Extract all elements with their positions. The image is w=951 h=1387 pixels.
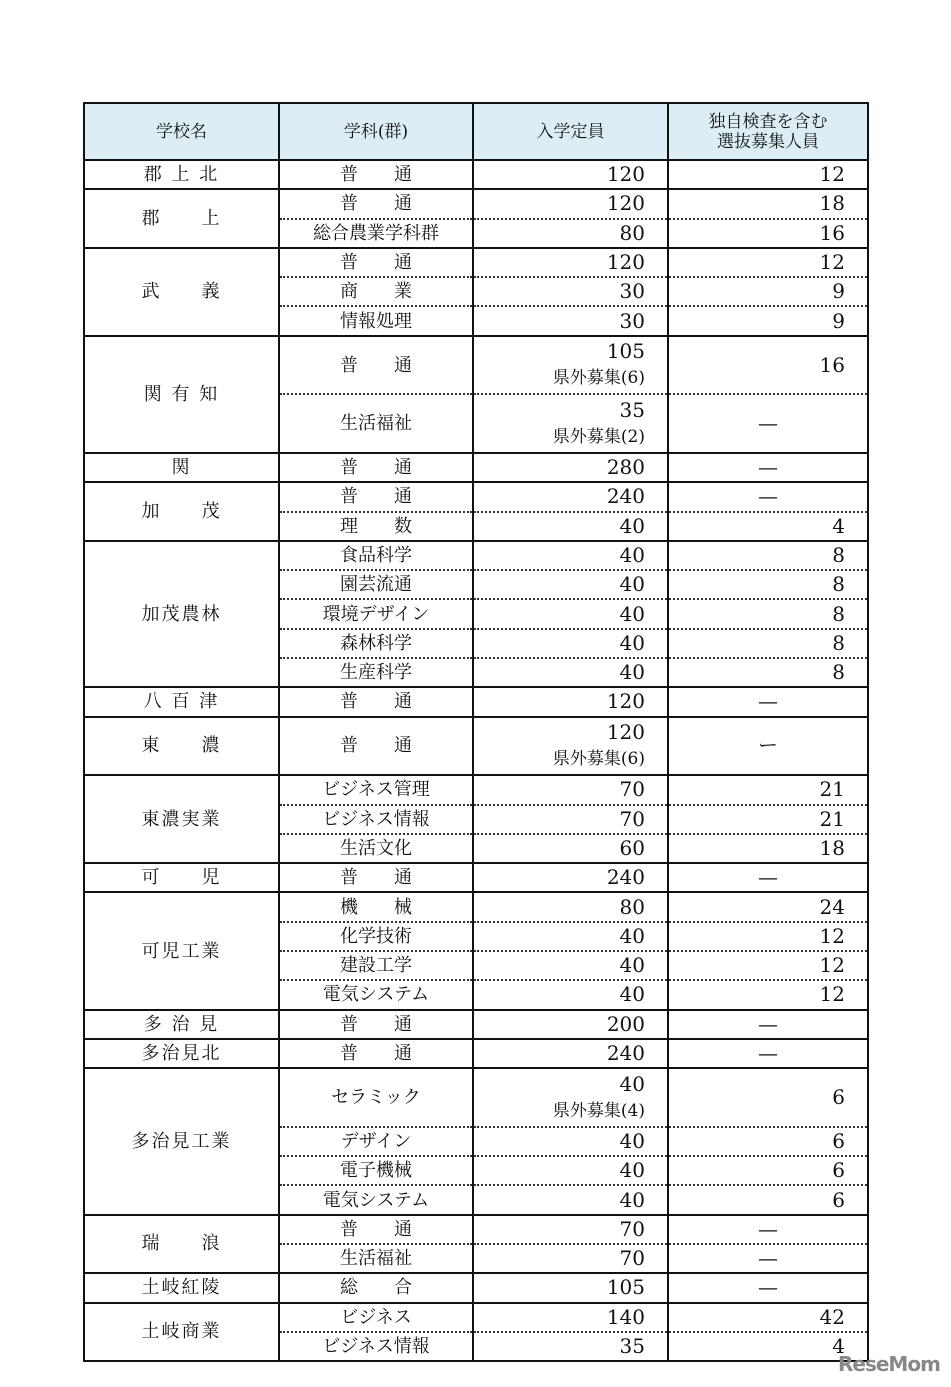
capacity-cell xyxy=(473,541,668,570)
capacity-cell xyxy=(473,980,668,1009)
selection-count: 18 xyxy=(668,834,868,863)
department-name: ビジネス管理 xyxy=(279,775,473,804)
department-name: ビジネス情報 xyxy=(279,1332,473,1361)
capacity-value: 40 xyxy=(619,1158,645,1183)
department-name: 普 通 xyxy=(279,336,473,395)
school-name: 加茂農林 xyxy=(84,541,279,687)
table-row xyxy=(84,453,868,482)
capacity-cell xyxy=(473,394,668,453)
table-row xyxy=(84,482,868,511)
capacity-cell xyxy=(473,1127,668,1156)
table-body xyxy=(84,160,868,1361)
table-row xyxy=(84,1215,868,1244)
capacity-value: 70 xyxy=(619,777,645,802)
school-name: 関 xyxy=(84,453,279,482)
table-row xyxy=(84,336,868,395)
capacity-value: 120 xyxy=(606,689,645,714)
table-row xyxy=(84,1010,868,1039)
department-name: 園芸流通 xyxy=(279,570,473,599)
capacity-cell xyxy=(473,160,668,189)
table-row xyxy=(84,717,868,776)
capacity-value: 40 xyxy=(619,1187,645,1212)
selection-count: 6 xyxy=(668,1185,868,1214)
header-capacity: 入学定員 xyxy=(473,103,668,160)
department-name: 普 通 xyxy=(279,1215,473,1244)
department-name: 普 通 xyxy=(279,687,473,716)
school-name: 八 百 津 xyxy=(84,687,279,716)
capacity-value: 70 xyxy=(619,1216,645,1241)
capacity-value: 240 xyxy=(606,865,645,890)
department-name: 普 通 xyxy=(279,160,473,189)
capacity-value: 80 xyxy=(619,220,645,245)
capacity-value: 40 xyxy=(619,513,645,538)
admission-table xyxy=(83,102,869,1362)
selection-count: — xyxy=(668,394,868,453)
capacity-value: 30 xyxy=(619,308,645,333)
school-name: 郡 上 xyxy=(84,189,279,248)
capacity-value: 35 xyxy=(619,397,645,422)
department-name: 総 合 xyxy=(279,1273,473,1302)
department-name: 森林科学 xyxy=(279,629,473,658)
capacity-cell xyxy=(473,775,668,804)
selection-count: 12 xyxy=(668,980,868,1009)
capacity-value: 40 xyxy=(619,630,645,655)
department-name: 化学技術 xyxy=(279,922,473,951)
capacity-cell xyxy=(473,599,668,628)
capacity-value: 40 xyxy=(619,953,645,978)
department-name: 電子機械 xyxy=(279,1156,473,1185)
selection-count: 16 xyxy=(668,336,868,395)
department-name: 電気システム xyxy=(279,980,473,1009)
table-row xyxy=(84,687,868,716)
capacity-value: 40 xyxy=(619,572,645,597)
capacity-cell xyxy=(473,306,668,335)
capacity-cell xyxy=(473,453,668,482)
capacity-cell xyxy=(473,834,668,863)
table-row xyxy=(84,1039,868,1068)
capacity-value: 40 xyxy=(619,543,645,567)
capacity-value: 240 xyxy=(606,1041,645,1066)
table-row xyxy=(84,1068,868,1127)
department-name: 生産科学 xyxy=(279,658,473,687)
school-name: 郡 上 北 xyxy=(84,160,279,189)
capacity-cell xyxy=(473,922,668,951)
selection-count: — xyxy=(668,687,868,716)
capacity-cell xyxy=(473,219,668,248)
selection-count: 9 xyxy=(668,277,868,306)
selection-count: 16 xyxy=(668,219,868,248)
header-school: 学校名 xyxy=(84,103,279,160)
selection-count: 6 xyxy=(668,1156,868,1185)
capacity-value: 200 xyxy=(606,1011,645,1036)
table-row xyxy=(84,541,868,570)
selection-count: — xyxy=(668,1273,868,1302)
capacity-cell xyxy=(473,629,668,658)
selection-count: 8 xyxy=(668,570,868,599)
selection-count: 4 xyxy=(668,512,868,541)
department-name: 情報処理 xyxy=(279,306,473,335)
selection-count: — xyxy=(668,1244,868,1273)
capacity-cell xyxy=(473,248,668,277)
capacity-value: 35 xyxy=(619,1334,645,1359)
table-row xyxy=(84,248,868,277)
capacity-value: 40 xyxy=(619,1071,645,1096)
capacity-value: 120 xyxy=(606,719,645,744)
department-name: 生活文化 xyxy=(279,834,473,863)
capacity-cell xyxy=(473,1010,668,1039)
capacity-value: 40 xyxy=(619,601,645,626)
resemom-logo: ReseMom xyxy=(838,1352,940,1376)
capacity-value: 70 xyxy=(619,1246,645,1271)
capacity-value: 240 xyxy=(606,484,645,509)
capacity-value: 120 xyxy=(606,162,645,187)
table-row xyxy=(84,160,868,189)
out-of-prefecture-note: 県外募集(6) xyxy=(552,748,645,769)
selection-count: — xyxy=(668,1039,868,1068)
capacity-value: 40 xyxy=(619,982,645,1007)
department-name: 普 通 xyxy=(279,189,473,218)
capacity-value: 80 xyxy=(619,894,645,919)
department-name: ビジネス情報 xyxy=(279,805,473,834)
capacity-value: 105 xyxy=(606,1275,645,1300)
school-name: 土岐商業 xyxy=(84,1303,279,1362)
department-name: 生活福祉 xyxy=(279,394,473,453)
selection-count: 8 xyxy=(668,599,868,628)
capacity-cell xyxy=(473,277,668,306)
department-name: 総合農業学科群 xyxy=(279,219,473,248)
selection-count: 8 xyxy=(668,658,868,687)
capacity-cell xyxy=(473,1156,668,1185)
table-row xyxy=(84,1273,868,1302)
table-row xyxy=(84,892,868,921)
capacity-value: 40 xyxy=(619,1128,645,1153)
school-name: 土岐紅陵 xyxy=(84,1273,279,1302)
school-name: 可児工業 xyxy=(84,892,279,1009)
selection-count: 24 xyxy=(668,892,868,921)
capacity-cell xyxy=(473,1273,668,1302)
capacity-value: 70 xyxy=(619,806,645,831)
capacity-value: 105 xyxy=(606,339,645,364)
school-name: 関 有 知 xyxy=(84,336,279,453)
department-name: 普 通 xyxy=(279,717,473,776)
department-name: 生活福祉 xyxy=(279,1244,473,1273)
header-selection: 独自検査を含む 選抜募集人員 xyxy=(668,103,868,160)
capacity-cell xyxy=(473,1332,668,1361)
school-name: 多治見北 xyxy=(84,1039,279,1068)
department-name: 理 数 xyxy=(279,512,473,541)
table-row xyxy=(84,775,868,804)
selection-count: 12 xyxy=(668,951,868,980)
department-name: 商 業 xyxy=(279,277,473,306)
table-row xyxy=(84,189,868,218)
selection-count: 6 xyxy=(668,1068,868,1127)
department-name: セラミック xyxy=(279,1068,473,1127)
capacity-cell xyxy=(473,336,668,395)
capacity-value: 140 xyxy=(606,1304,645,1329)
department-name: 普 通 xyxy=(279,863,473,892)
selection-count: — xyxy=(668,1215,868,1244)
department-name: 普 通 xyxy=(279,1039,473,1068)
selection-count: 12 xyxy=(668,922,868,951)
department-name: 普 通 xyxy=(279,1010,473,1039)
capacity-cell xyxy=(473,805,668,834)
selection-count: 6 xyxy=(668,1127,868,1156)
selection-count: — xyxy=(668,453,868,482)
department-name: 普 通 xyxy=(279,248,473,277)
department-name: ビジネス xyxy=(279,1303,473,1332)
capacity-cell xyxy=(473,482,668,511)
capacity-cell xyxy=(473,570,668,599)
capacity-cell xyxy=(473,951,668,980)
department-name: 建設工学 xyxy=(279,951,473,980)
out-of-prefecture-note: 県外募集(2) xyxy=(552,426,645,447)
selection-count: 8 xyxy=(668,541,868,570)
selection-count: 18 xyxy=(668,189,868,218)
selection-count: 12 xyxy=(668,160,868,189)
school-name: 瑞 浪 xyxy=(84,1215,279,1274)
capacity-cell xyxy=(473,1244,668,1273)
selection-count: ー xyxy=(668,717,868,776)
school-name: 東濃実業 xyxy=(84,775,279,863)
capacity-value: 60 xyxy=(619,835,645,860)
capacity-value: 280 xyxy=(606,455,645,480)
school-name: 多治見工業 xyxy=(84,1068,279,1214)
capacity-value: 120 xyxy=(606,250,645,275)
capacity-cell xyxy=(473,1068,668,1127)
department-name: 環境デザイン xyxy=(279,599,473,628)
school-name: 可 児 xyxy=(84,863,279,892)
selection-count: — xyxy=(668,1010,868,1039)
table-row xyxy=(84,1303,868,1332)
department-name: デザイン xyxy=(279,1127,473,1156)
department-name: 普 通 xyxy=(279,482,473,511)
capacity-value: 40 xyxy=(619,660,645,685)
capacity-cell xyxy=(473,1039,668,1068)
selection-count: 8 xyxy=(668,629,868,658)
department-name: 食品科学 xyxy=(279,541,473,570)
capacity-value: 120 xyxy=(606,191,645,216)
selection-count: 4 xyxy=(668,1332,868,1361)
selection-count: 21 xyxy=(668,805,868,834)
school-name: 多 治 見 xyxy=(84,1010,279,1039)
capacity-cell xyxy=(473,658,668,687)
capacity-cell xyxy=(473,1185,668,1214)
header-department: 学科(群) xyxy=(279,103,473,160)
selection-count: 21 xyxy=(668,775,868,804)
capacity-cell xyxy=(473,863,668,892)
capacity-cell xyxy=(473,717,668,776)
school-name: 加 茂 xyxy=(84,482,279,541)
school-name: 武 義 xyxy=(84,248,279,336)
capacity-cell xyxy=(473,189,668,218)
selection-count: — xyxy=(668,863,868,892)
selection-count: 9 xyxy=(668,306,868,335)
capacity-cell xyxy=(473,1303,668,1332)
selection-count: 42 xyxy=(668,1303,868,1332)
out-of-prefecture-note: 県外募集(4) xyxy=(552,1100,645,1121)
capacity-value: 30 xyxy=(619,279,645,304)
school-name: 東 濃 xyxy=(84,717,279,776)
selection-count: 12 xyxy=(668,248,868,277)
department-name: 機 械 xyxy=(279,892,473,921)
department-name: 普 通 xyxy=(279,453,473,482)
header-row xyxy=(84,103,868,160)
table-row xyxy=(84,863,868,892)
capacity-cell xyxy=(473,687,668,716)
capacity-cell xyxy=(473,1215,668,1244)
selection-count: — xyxy=(668,482,868,511)
capacity-cell xyxy=(473,892,668,921)
department-name: 電気システム xyxy=(279,1185,473,1214)
out-of-prefecture-note: 県外募集(6) xyxy=(552,368,645,389)
capacity-cell xyxy=(473,512,668,541)
capacity-value: 40 xyxy=(619,923,645,948)
